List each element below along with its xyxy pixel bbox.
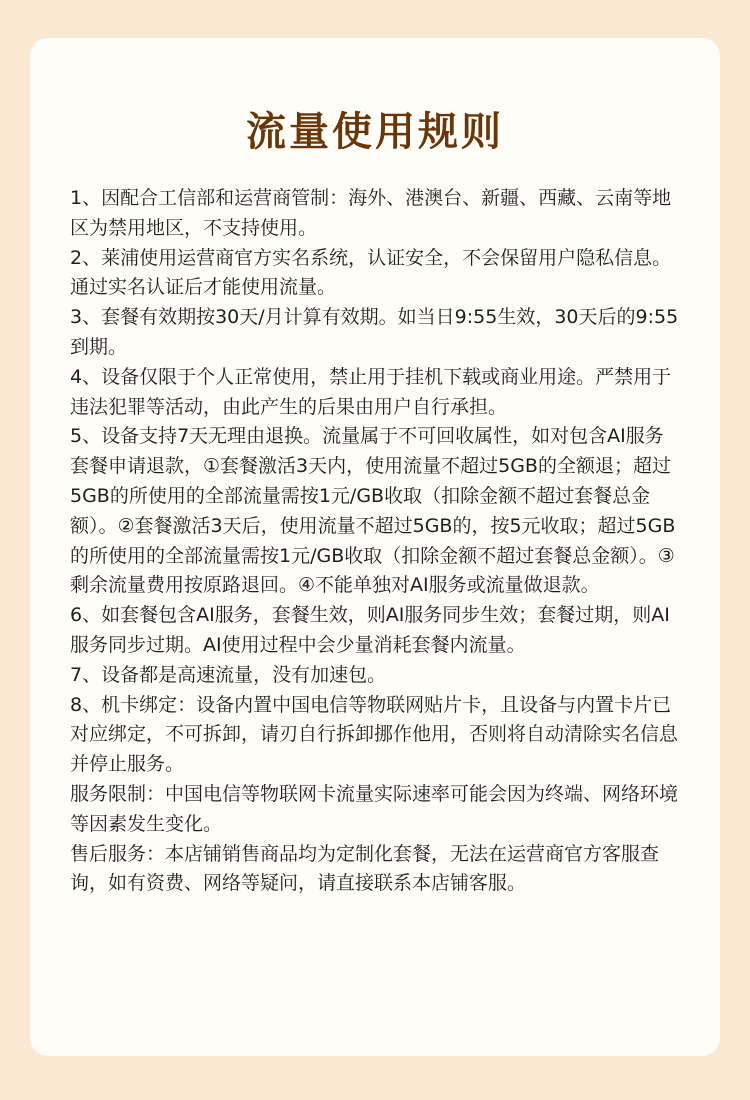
rule-item: 1、因配合工信部和运营商管制：海外、港澳台、新疆、西藏、云南等地区为禁用地区，不支持使用。: [70, 187, 672, 239]
rules-list: [70, 184, 680, 899]
rule-item: 8、机卡绑定：设备内置中国电信等物联网贴片卡，且设备与内置卡片已对应绑定，不可拆卸，请刃自行拆卸挪作他用，否则将自动清除实名信息并停止服务。: [70, 693, 679, 776]
rule-item: 2、莱浦使用运营商官方实名系统，认证安全，不会保留用户隐私信息。通过实名认证后才能使用流量。: [70, 246, 672, 299]
rule-item: 4、设备仅限于个人正常使用，禁止用于挂机下载或商业用途。严禁用于违法犯罪等活动，由此产生的后果由用户自行承担。: [70, 365, 672, 418]
rule-item: 5、设备支持7天无理由退换。流量属于不可回收属性，如对包含AI服务套餐申请退款，①套餐激活3天内，使用流量不超过5GB的全额退；超过5GB的所使用的全部流量需按1元/GB收取（扣除金额不超过套餐总金额）。②套餐激活3天后，使用流量不超过5GB的，按5元收取；超过5GB的所使用的全部流量需按1元/GB收取（扣除金额不超过套餐总金额）。③剩余流量费用按原路退回。④不能单独对AI服务或流量做退款。: [70, 425, 676, 597]
rules-card: [30, 38, 720, 1056]
after-sales-item: 售后服务：本店铺销售商品均为定制化套餐，无法在运营商官方客服查询，如有资费、网络等疑问，请直接联系本店铺客服。: [70, 842, 660, 895]
rule-item: 6、如套餐包含AI服务，套餐生效，则AI服务同步生效；套餐过期，则AI服务同步过期。AI使用过程中会少量消耗套餐内流量。: [70, 604, 670, 656]
service-limit-item: 服务限制：中国电信等物联网卡流量实际速率可能会因为终端、网络环境等因素发生变化。: [70, 782, 679, 835]
rule-item: 7、设备都是高速流量，没有加速包。: [70, 663, 387, 686]
page-title: 流量使用规则: [246, 109, 504, 155]
rule-item: 3、套餐有效期按30天/月计算有效期。如当日9:55生效，30天后的9:55到期。: [70, 306, 679, 358]
